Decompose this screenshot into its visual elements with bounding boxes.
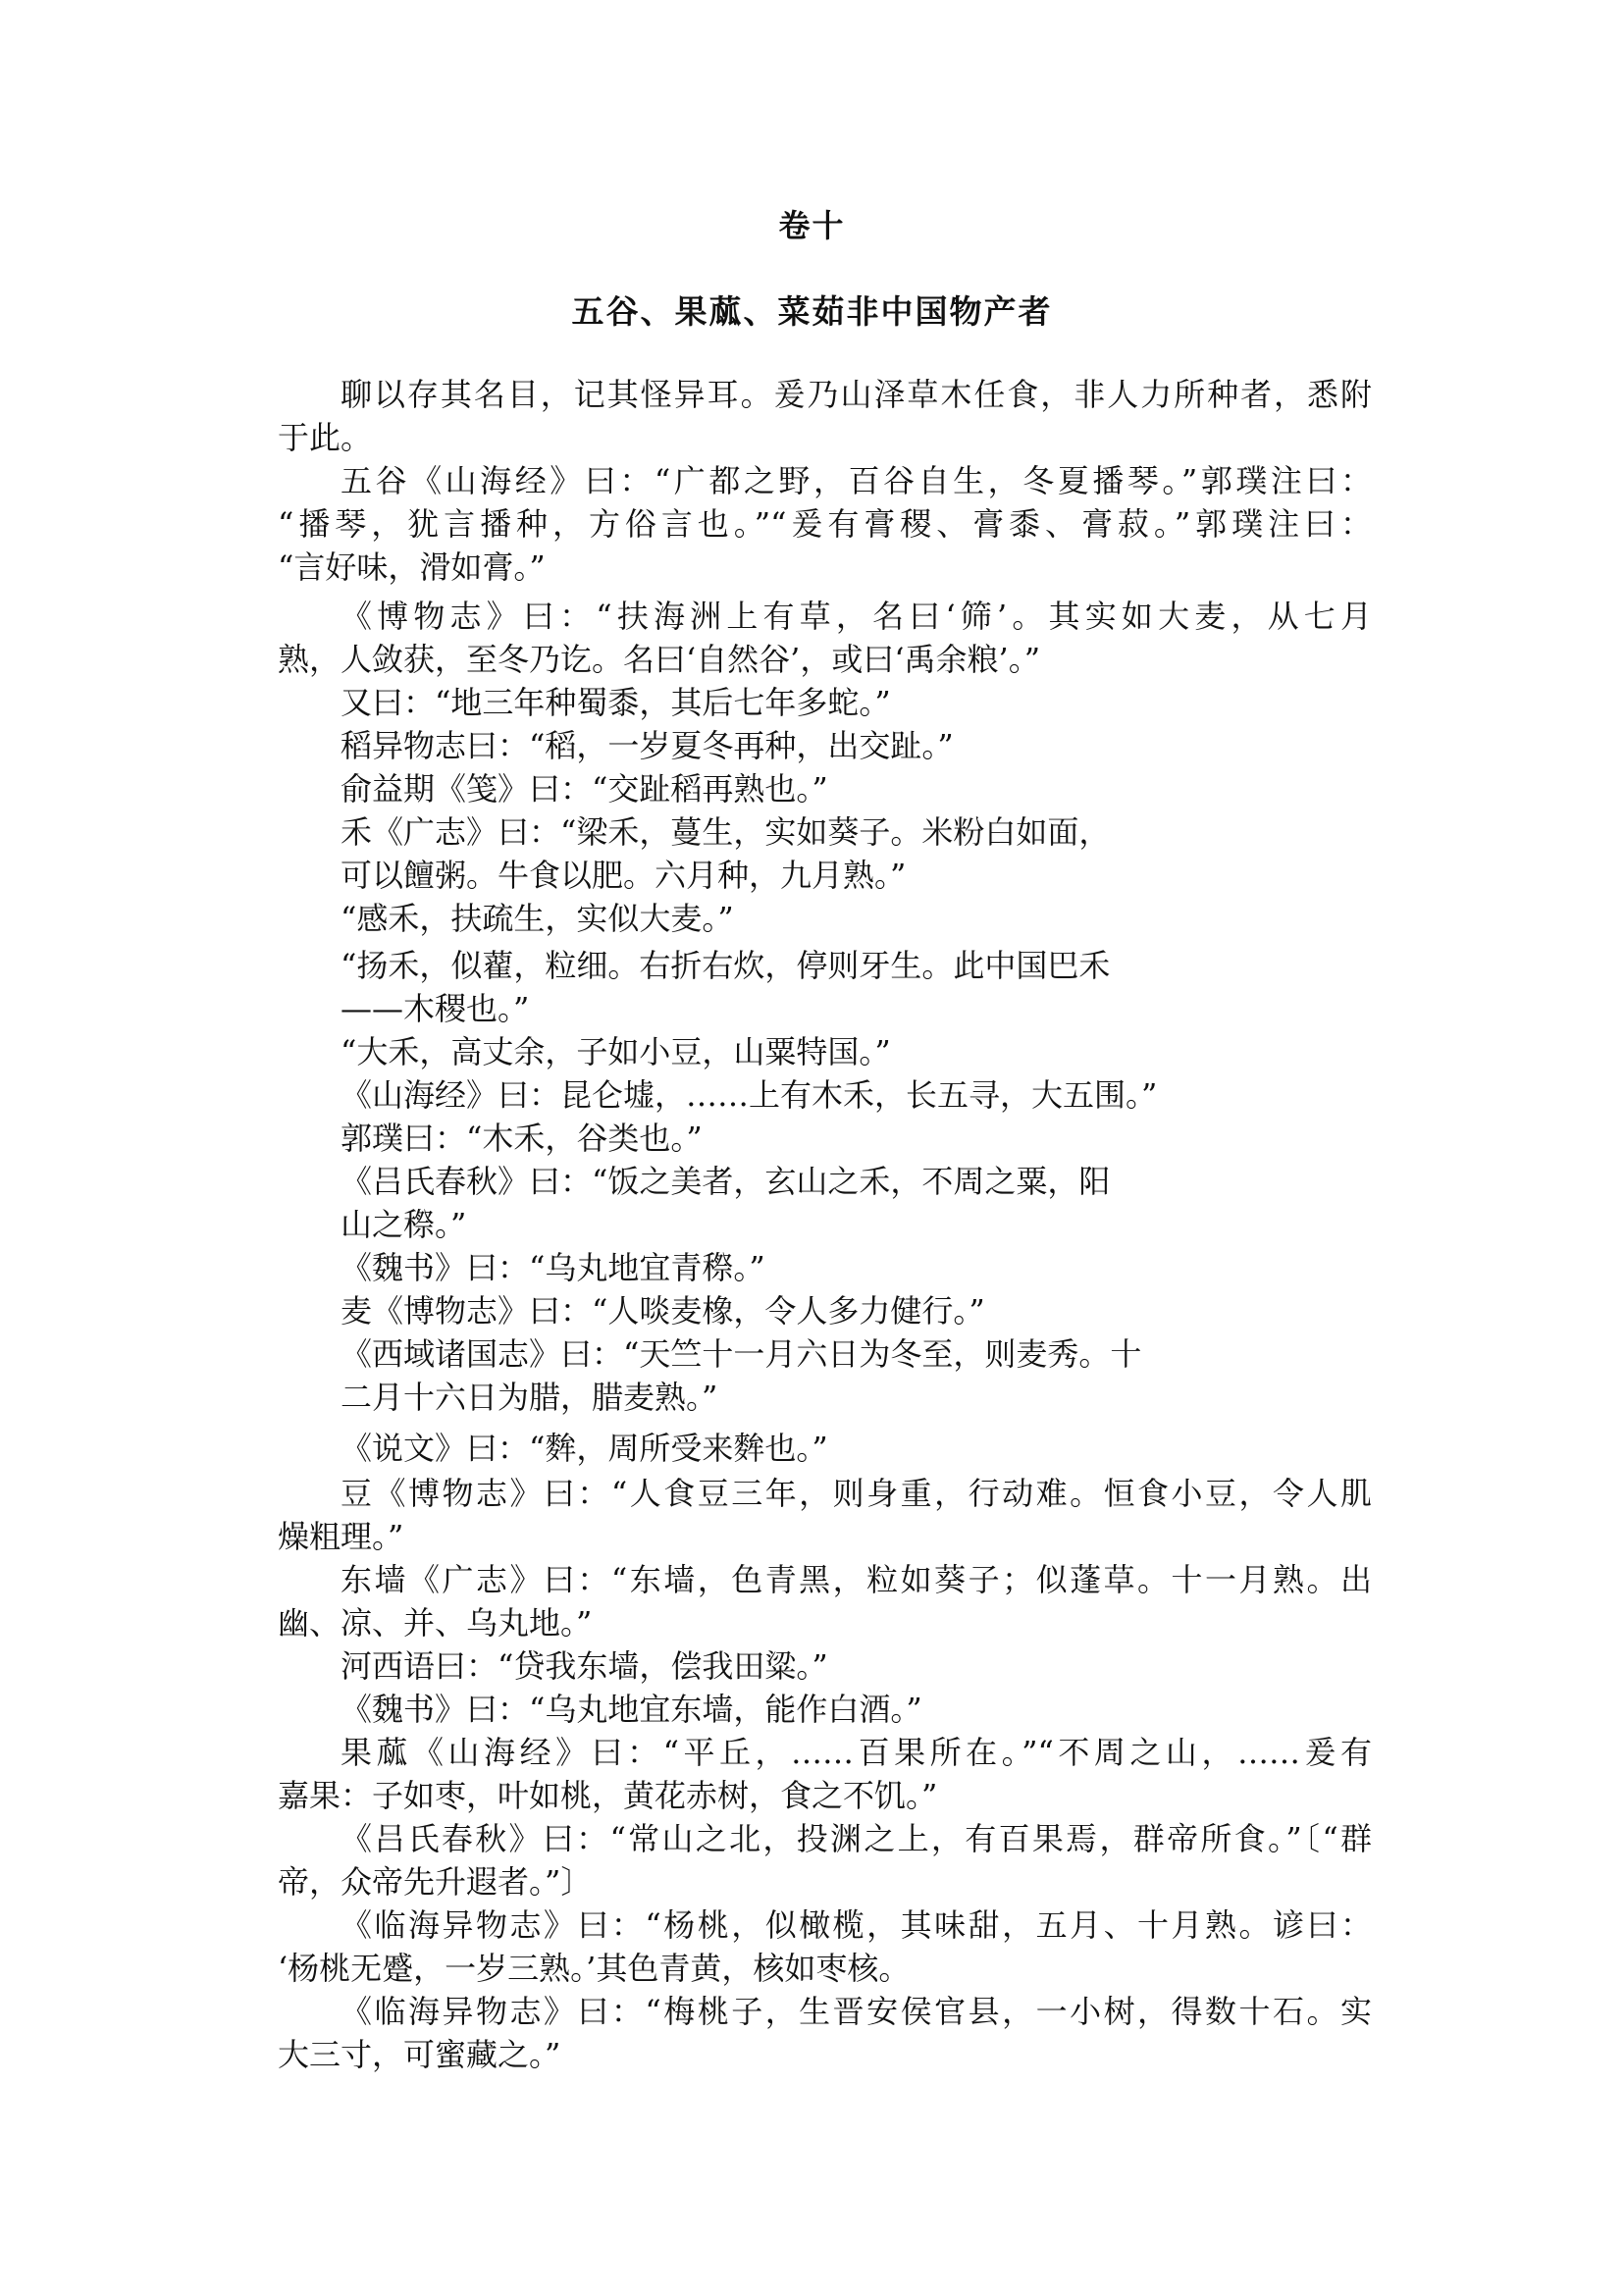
text-line: “播琴，犹言播种，方俗言也。”“爰有膏稷、膏黍、膏菽。”郭璞注曰： (278, 505, 1372, 543)
text-line: “扬禾，似藋，粒细。右折右炊，停则牙生。此中国巴禾 (341, 947, 1111, 984)
text-line: 麦《博物志》曰：“人啖麦橡，令人多力健行。” (341, 1292, 985, 1329)
text-line: 二月十六日为腊，腊麦熟。” (341, 1379, 718, 1416)
text-line: “言好味，滑如膏。” (278, 548, 546, 586)
section-title: 五谷、果蓏、菜茹非中国物产者 (571, 292, 1053, 331)
text-line: “感禾，扶疏生，实似大麦。” (341, 900, 734, 937)
text-line: 嘉果：子如枣，叶如桃，黄花赤树，食之不饥。” (278, 1777, 938, 1814)
text-line: 禾《广志》曰：“梁禾，蔓生，实如葵子。米粉白如面， (341, 813, 1111, 851)
text-line: 山之穄。” (341, 1206, 467, 1243)
text-line: 燥粗理。” (278, 1518, 404, 1555)
text-line: 《博物志》曰：“扶海洲上有草，名曰‘筛’。其实如大麦，从七月 (341, 598, 1372, 635)
text-line: 《吕氏春秋》曰：“饭之美者，玄山之禾，不周之粟，阳 (341, 1163, 1111, 1200)
text-line: 豆《博物志》曰：“人食豆三年，则身重，行动难。恒食小豆，令人肌 (341, 1475, 1372, 1512)
text-line: 河西语曰：“贷我东墙，偿我田粱。” (341, 1647, 828, 1685)
text-line: 《吕氏春秋》曰：“常山之北，投渊之上，有百果焉，群帝所食。”〔“群 (341, 1820, 1372, 1857)
text-line: 《山海经》曰：昆仑墟，……上有木禾，长五寻，大五围。” (341, 1076, 1158, 1114)
text-line: 《临海异物志》曰：“杨桃，似橄榄，其味甜，五月、十月熟。谚曰： (341, 1906, 1372, 1944)
text-line: 《西域诸国志》曰：“天竺十一月六日为冬至，则麦秀。十 (341, 1335, 1142, 1373)
text-line: 稻异物志曰：“稻，一岁夏冬再种，出交趾。” (341, 727, 954, 764)
text-line: 五谷《山海经》曰：“广都之野，百谷自生，冬夏播琴。”郭璞注曰： (341, 462, 1372, 499)
text-line: 幽、凉、并、乌丸地。” (278, 1604, 593, 1642)
volume-title: 卷十 (778, 207, 846, 244)
text-line: 聊以存其名目，记其怪异耳。爰乃山泽草木任食，非人力所种者，悉附 (341, 376, 1372, 413)
text-line: 果蓏《山海经》曰：“平丘，……百果所在。”“不周之山，……爰有 (341, 1734, 1372, 1771)
text-line: 郭璞曰：“木禾，谷类也。” (341, 1120, 703, 1157)
text-line: “大禾，高丈余，子如小豆，山粟特国。” (341, 1033, 891, 1070)
text-line: 俞益期《笺》曰：“交趾稻再熟也。” (341, 770, 828, 808)
text-line: ——木稷也。” (341, 990, 530, 1027)
body-text (278, 373, 1372, 2076)
text-line: 《临海异物志》曰：“梅桃子，生晋安侯官县，一小树，得数十石。实 (341, 1993, 1372, 2030)
text-line: ‘杨桃无蹙，一岁三熟。’其色青黄，核如枣核。 (278, 1950, 911, 1987)
text-line: 又曰：“地三年种蜀黍，其后七年多蛇。” (341, 684, 891, 721)
text-line: 可以饘粥。牛食以肥。六月种，九月熟。” (341, 857, 907, 894)
text-line: 《说文》曰：“麰，周所受来麰也。” (341, 1430, 828, 1467)
text-line: 于此。 (278, 419, 373, 456)
text-line: 大三寸，可蜜藏之。” (278, 2036, 561, 2073)
text-line: 《魏书》曰：“乌丸地宜青穄。” (341, 1249, 765, 1286)
text-line: 帝，众帝先升遐者。”〕 (278, 1863, 593, 1901)
text-line: 《魏书》曰：“乌丸地宜东墙，能作白酒。” (341, 1691, 922, 1728)
text-line: 东墙《广志》曰：“东墙，色青黑，粒如葵子；似蓬草。十一月熟。出 (341, 1561, 1372, 1598)
text-line: 熟，人敛获，至冬乃讫。名曰‘自然谷’，或曰‘禹余粮’。” (278, 641, 1041, 678)
